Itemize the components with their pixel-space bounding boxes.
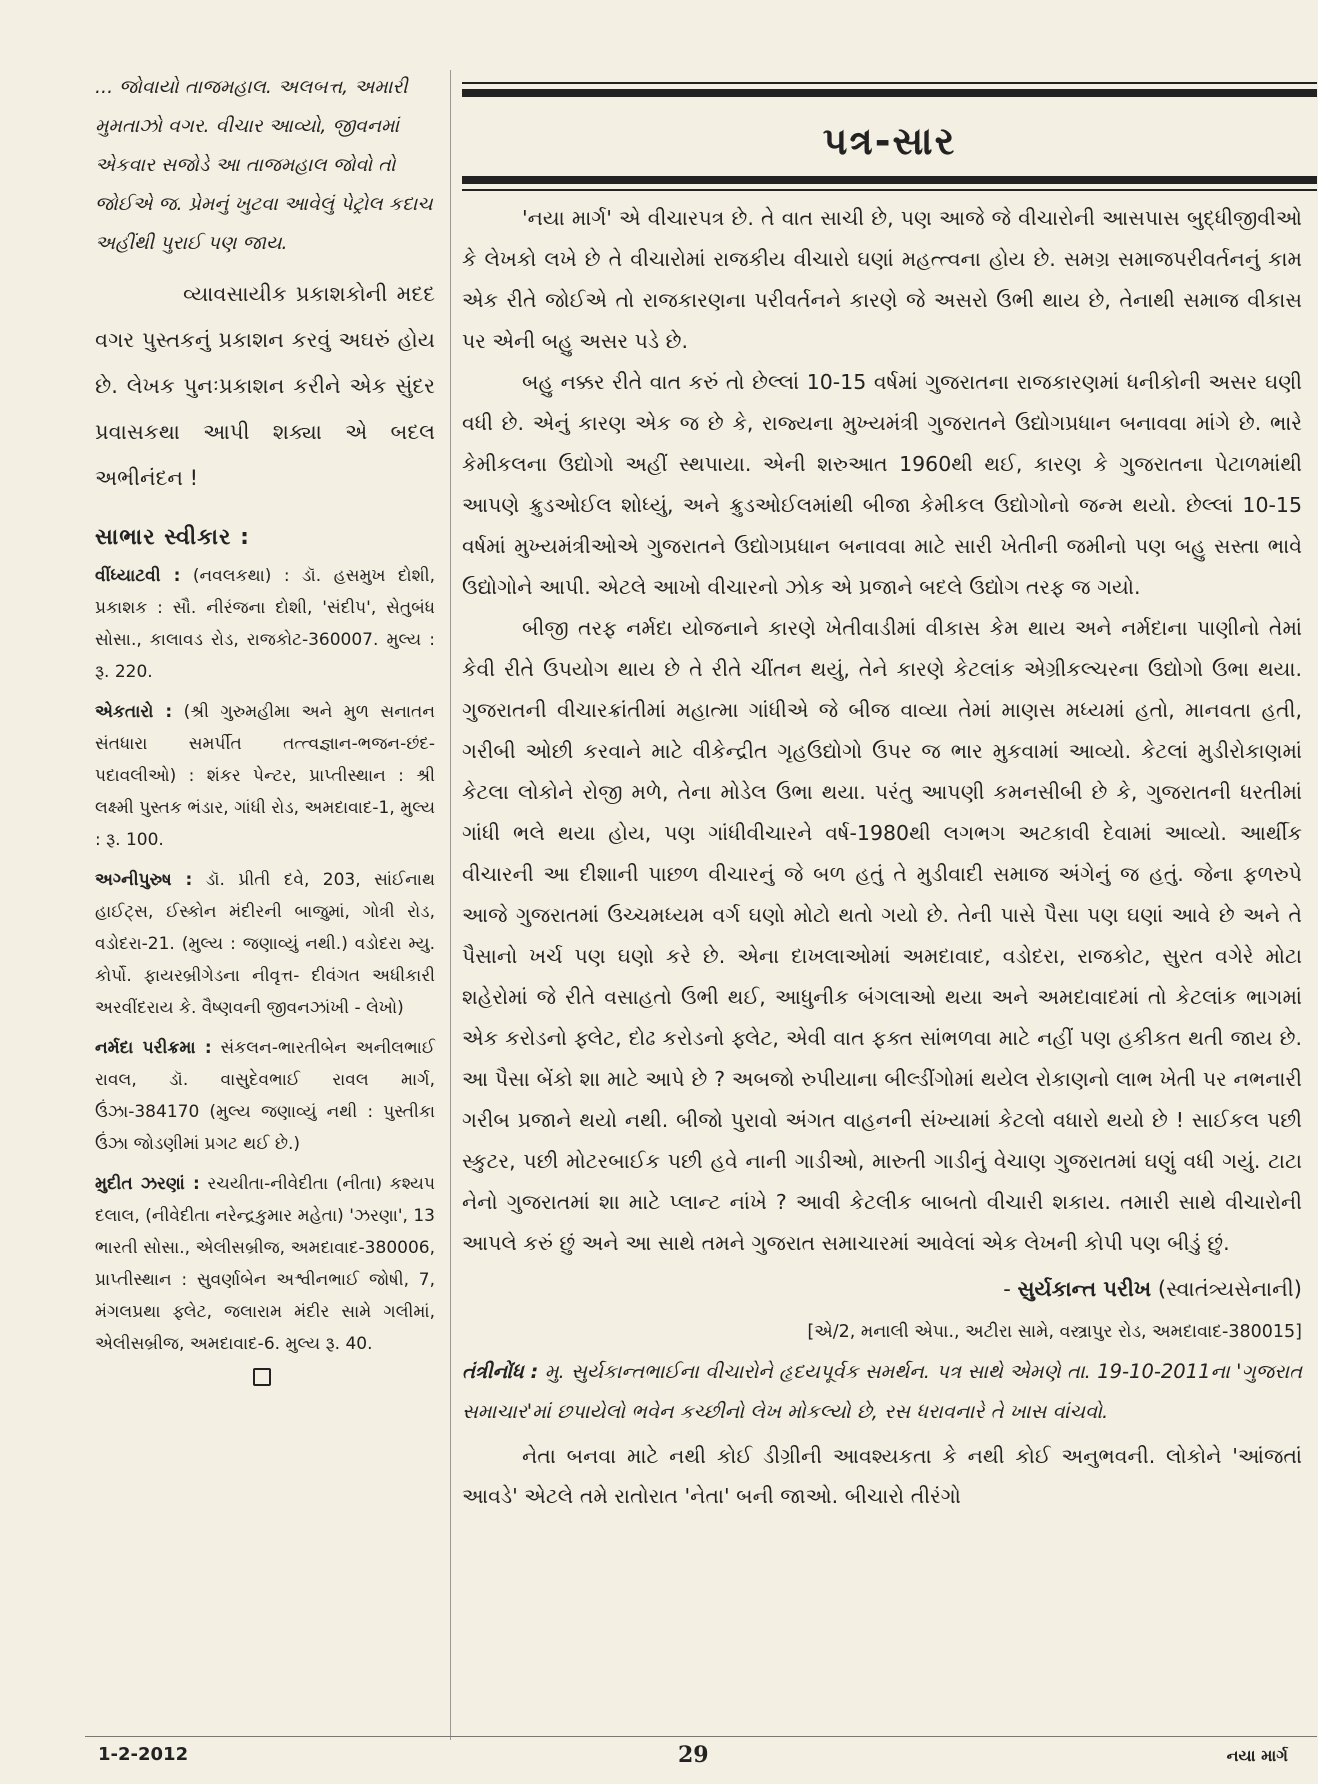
signature-note: (સ્વાતંત્ર્યસેનાની) — [1151, 1277, 1302, 1301]
rule-line — [462, 82, 1317, 84]
publisher-paragraph: વ્યાવસાયીક પ્રકાશકોની મદદ વગર પુસ્તકનું પ્રકાશન કરવું અઘરું હોય છે. લેખક પુનઃપ્રકાશન કરીને એક સુંદર પ્રવાસકથા આપી શક્યા એ બદલ અભીનંદન ! — [95, 282, 435, 490]
magazine-name: નયા માર્ગ — [1226, 1746, 1288, 1765]
ack-entry-text: (નવલકથા) : ડૉ. હસમુખ દોશી, પ્રકાશક : સૌ. નીરંજના દોશી, 'સંદીપ', સેતુબંધ સોસા., કાલાવડ રોડ, રાજકોટ-360007. મુલ્ય : રૂ. 220. — [95, 566, 436, 682]
signature-name: સુર્યકાન્ત પરીખ — [1017, 1277, 1152, 1301]
header-top-rules — [462, 82, 1317, 97]
end-of-article-icon — [253, 1368, 271, 1386]
footer-rule — [85, 1736, 1317, 1737]
ack-entry-text: સંકલન-ભારતીબેન અનીલભાઈ રાવલ, ડૉ. વાસુદેવભાઈ રાવલ માર્ગ, ઉંઝા-384170 (મુલ્ય જણાવ્યું નથી : પુસ્તીકા ઉંઝા જોડણીમાં પ્રગટ થઈ છે.) — [95, 1038, 435, 1154]
ack-entry-text: રચયીતા-નીવેદીતા (નીતા) કશ્યપ દલાલ, (નીવેદીતા નરેન્દ્રકુમાર મહેતા) 'ઝરણા', 13 ભારતી સોસા., એલીસબ્રીજ, અમદાવાદ-380006, પ્રાપ્તીસ્થાન : સુવર્ણાબેન અશ્વીનભાઈ જોષી, 7, મંગલપ્રથા ફ્લેટ, જલારામ મંદીર સામે ગલીમાં, એલીસબ્રીજ, અમદાવાદ-6. મુલ્ય રૂ. 40. — [95, 1174, 436, 1354]
rule-line — [462, 176, 1317, 184]
intro-italic-text: ... જોવાયો તાજમહાલ. અલબત્ત, અમારી મુમતાઝો વગર. વીચાર આવ્યો, જીવનમાં એકવાર સજોડે આ તાજમહાલ જોવો તો જોઈએ જ. પ્રેમનું ખુટવા આવેલું પેટ્રોલ કદાચ અહીંથી પુરાઈ પણ જાય. — [95, 76, 433, 254]
ack-entry-title: નર્મદા પરીક્રમા : — [95, 1038, 212, 1058]
final-paragraph: નેતા બનવા માટે નથી કોઈ ડીગ્રીની આવશ્યકતા કે નથી કોઈ અનુભવની. લોકોને 'આંજતાં આવડે' એટલે તમે રાતોરાત 'નેતા' બની જાઓ. બીચારો તીરંગો — [462, 1444, 1302, 1508]
ack-entry-title: મુદીત ઝરણાં : — [95, 1174, 200, 1194]
editor-note — [462, 1352, 1302, 1432]
page-number: 29 — [678, 1742, 709, 1768]
letter-paragraph: 'નયા માર્ગ' એ વીચારપત્ર છે. તે વાત સાચી છે, પણ આજે જે વીચારોની આસપાસ બુદ્ધીજીવીઓ કે લેખકો લખે છે તે વીચારોમાં રાજકીય વીચારો ઘણાં મહત્ત્વના હોય છે. સમગ્ર સમાજપરીવર્તનનું કામ એક રીતે જોઈએ તો રાજકારણના પરીવર્તનને કારણે જે અસરો ઉભી થાય છે, તેનાથી સમાજ વીકાસ પર એની બહુ અસર પડે છે. — [462, 206, 1302, 353]
ack-entry-title: એકતારો : — [95, 702, 173, 722]
signature — [462, 1266, 1302, 1312]
ack-entry — [95, 560, 435, 688]
letter-paragraph: બીજી તરફ નર્મદા યોજનાને કારણે ખેતીવાડીમાં વીકાસ કેમ થાય અને નર્મદાના પાણીનો તેમાં કેવી રીતે ઉપયોગ થાય છે તે રીતે ચીંતન થયું, તેને કારણે કેટલાંક એગ્રીકલ્ચરના ઉદ્યોગો ઉભા થયા. ગુજરાતની વીચારક્રાંતીમાં મહાત્મા ગાંધીએ જે બીજ વાવ્યા તેમાં માણસ મધ્યમાં હતો, માનવતા હતી, ગરીબી ઓછી કરવાને માટે વીકેન્દ્રીત ગૃહઉદ્યોગો ઉપર જ ભાર મુકવામાં આવ્યો. કેટલાં મુડીરોકાણમાં કેટલા લોકોને રોજી મળે, તેના મોડેલ ઉભા થયા. પરંતુ આપણી કમનસીબી છે કે, ગુજરાતની ધરતીમાં ગાંધી ભલે થયા હોય, પણ ગાંધીવીચારને વર્ષ-1980થી લગભગ અટકાવી દેવામાં આવ્યો. આર્થીક વીચારની આ દીશાની પાછળ વીચારનું જે બળ હતું તે મુડીવાદી સમાજ અંગેનું જ હતું. જેના ફળરુપે આજે ગુજરાતમાં ઉચ્ચમધ્યમ વર્ગ ઘણો મોટો થતો ગયો છે. તેની પાસે પૈસા પણ ઘણાં આવે છે અને તે પૈસાનો ખર્ચ પણ ઘણો કરે છે. એના દાખલાઓમાં અમદાવાદ, વડોદરા, રાજકોટ, સુરત વગેરે મોટા શહેરોમાં જે રીતે વસાહતો ઉભી થઈ, આધુનીક બંગલાઓ થયા અને અમદાવાદમાં તો કેટલાંક ભાગમાં એક કરોડનો ફ્લેટ, દોઢ કરોડનો ફ્લેટ, એવી વાત ફક્ત સાંભળવા માટે નહીં પણ હકીકત થતી જાય છે. આ પૈસા બેંકો શા માટે આપે છે ? અબજો રુપીયાના બીલ્ડીંગોમાં થયેલ રોકાણનો લાભ ખેતી પર નભનારી ગરીબ પ્રજાને થયો નથી. બીજો પુરાવો અંગત વાહનની સંખ્યામાં કેટલો વધારો થયો છે ! સાઈકલ પછી સ્કુટર, પછી મોટરબાઈક પછી હવે નાની ગાડીઓ, મારુતી ગાડીનું વેચાણ ગુજરાતમાં ઘણું વધી ગયું. ટાટા નેનો ગુજરાતમાં શા માટે પ્લાન્ટ નાંખે ? આવી કેટલીક બાબતો વીચારી શકાય. તમારી સાથે વીચારોની આપલે કરું છું અને આ સાથે તમને ગુજરાત સમાચારમાં આવેલાં એક લેખની કોપી પણ બીડું છું. — [462, 616, 1302, 1255]
ack-entry-title: અગ્નીપુરુષ : — [95, 870, 193, 890]
address: [એ/2, મનાલી એપા., અટીરા સામે, વસ્ત્રાપુર રોડ, અમદાવાદ-380015] — [807, 1322, 1302, 1342]
acknowledgement-heading: સાભાર સ્વીકાર : — [95, 525, 250, 550]
section-title: પત્ર-સાર — [822, 119, 957, 163]
letter-paragraph: બહુ નક્કર રીતે વાત કરું તો છેલ્લાં 10-15 વર્ષમાં ગુજરાતના રાજકારણમાં ધનીકોની અસર ઘણી વધી છે. એનું કારણ એક જ છે કે, રાજ્યના મુખ્યમંત્રી ગુજરાતને ઉદ્યોગપ્રધાન બનાવવા માંગે છે. ભારે કેમીકલના ઉદ્યોગો અહીં સ્થપાયા. એની શરુઆત 1960થી થઈ, કારણ કે ગુજરાતના પેટાળમાંથી આપણે ક્રુડઓઈલ શોધ્યું, અને ક્રુડઓઈલમાંથી બીજા કેમીકલ ઉદ્યોગોનો જન્મ થયો. છેલ્લાં 10-15 વર્ષમાં મુખ્યમંત્રીઓએ ગુજરાતને ઉદ્યોગપ્રધાન બનાવવા માટે સારી ખેતીની જમીનો પણ બહુ સસ્તા ભાવે ઉદ્યોગોને આપી. એટલે આખો વીચારનો ઝોક એ પ્રજાને બદલે ઉદ્યોગ તરફ જ ગયો. — [462, 370, 1302, 599]
ack-entry-text: (શ્રી ગુરુમહીમા અને મુળ સનાતન સંતધારા સમર્પીત તત્ત્વજ્ઞાન-ભજન-છંદ- પદાવલીઓ) : શંકર પેન્ટર, પ્રાપ્તીસ્થાન : શ્રી લક્ષ્મી પુસ્તક ભંડાર, ગાંધી રોડ, અમદાવાદ-1, મુલ્ય : રૂ. 100. — [95, 702, 435, 850]
ack-entry-title: વીંધ્યાટવી : — [95, 566, 181, 586]
signature-prefix: - — [1003, 1277, 1018, 1301]
footer-date: 1-2-2012 — [98, 1744, 189, 1765]
ack-entry — [95, 696, 435, 856]
rule-line — [462, 189, 1317, 191]
ack-entry — [95, 1032, 435, 1160]
ack-entry — [95, 864, 435, 1024]
left-column — [95, 68, 435, 1386]
header-bottom-rules — [462, 176, 1317, 191]
editor-note-label: તંત્રીનોંધ : — [462, 1360, 539, 1383]
ack-entry — [95, 1168, 435, 1360]
ack-entry-text: ડૉ. પ્રીતી દવે, 203, સાંઈનાથ હાઈટ્સ, ઈસ્કોન મંદીરની બાજુમાં, ગોત્રી રોડ, વડોદરા-21. (મુલ્ય : જણાવ્યું નથી.) વડોદરા મ્યુ. કોર્પો. ફાયરબ્રીગેડના નીવૃત્ત- દીવંગત અધીકારી અરવીંદરાય કે. વૈષ્ણવની જીવનઝાંખી - લેખો) — [95, 870, 436, 1018]
editor-note-text: મુ. સુર્યકાન્તભાઈના વીચારોને હૃદયપૂર્વક સમર્થન. પત્ર સાથે એમણે તા. 19-10-2011ના 'ગુજરાત સમાચાર'માં છપાયેલો ભવેન કચ્છીનો લેખ મોકલ્યો છે, રસ ધરાવનારે તે ખાસ વાંચવો. — [462, 1360, 1303, 1423]
right-column — [462, 198, 1302, 1516]
rule-line — [462, 89, 1317, 97]
column-divider — [450, 70, 451, 1740]
